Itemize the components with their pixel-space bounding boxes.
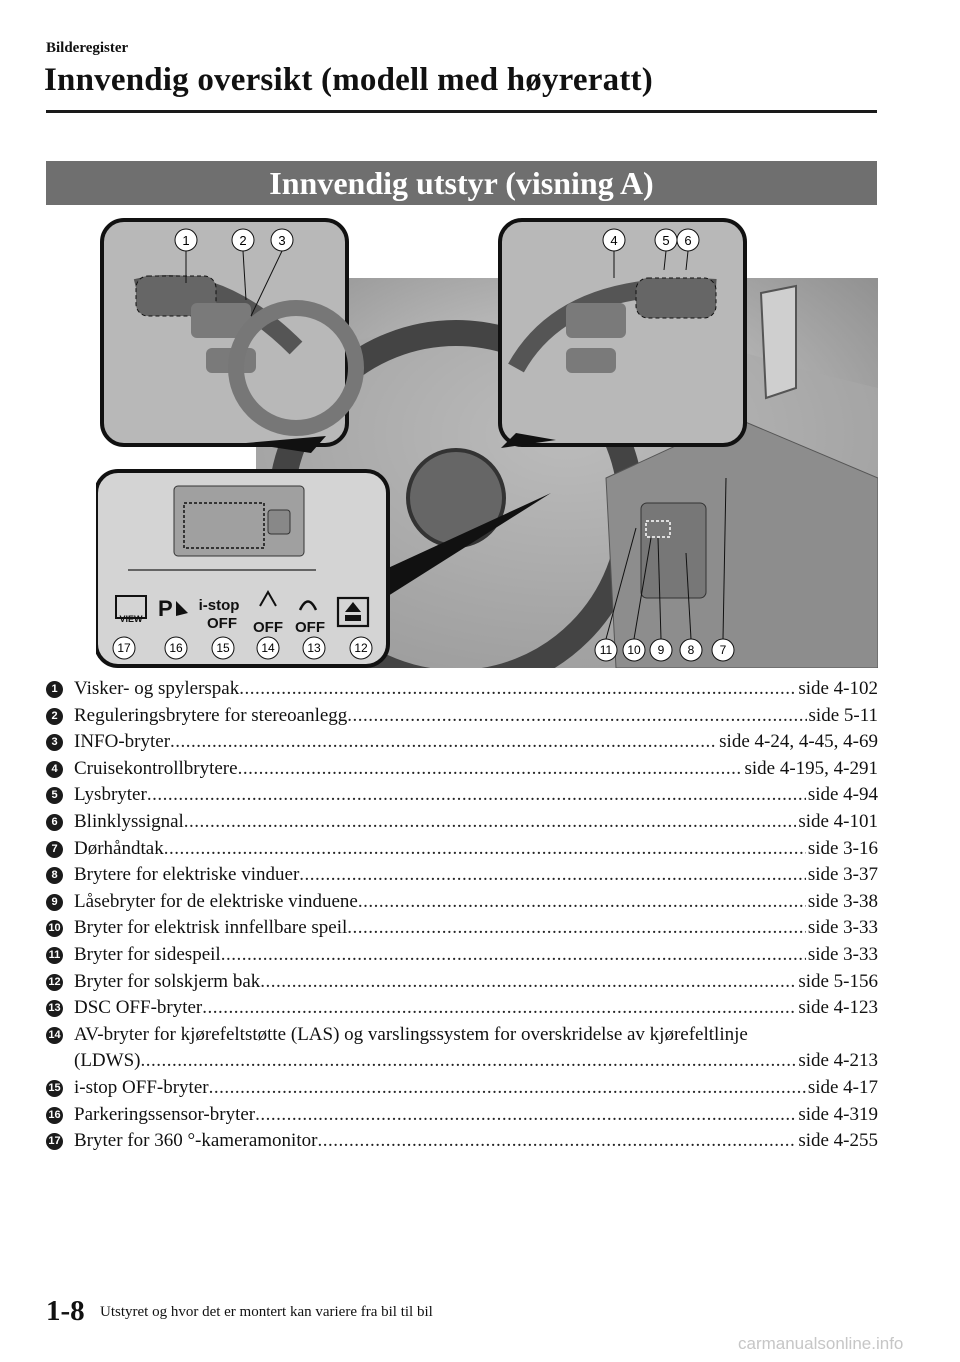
list-item [46, 1102, 878, 1129]
item-page-ref[interactable]: side 3-37 [807, 864, 878, 886]
callout-17: 17 [117, 641, 131, 655]
callout-1: 1 [182, 233, 190, 248]
inset-steering-right [500, 220, 745, 448]
callout-6: 6 [684, 233, 692, 248]
list-item [46, 889, 878, 916]
item-index-list [46, 676, 878, 1155]
footer-note: Utstyret og hvor det er montert kan variere fra bil til bil [100, 1304, 433, 1320]
item-number: 9 [46, 894, 63, 911]
item-page-ref[interactable]: side 4-94 [807, 784, 878, 806]
section-header: Bilderegister [46, 40, 129, 56]
item-page-ref[interactable]: side 4-123 [798, 997, 878, 1019]
item-number: 1 [46, 681, 63, 698]
item-number: 12 [46, 974, 63, 991]
item-label: Blinklyssignal [74, 810, 184, 832]
item-page-ref[interactable]: side 4-101 [798, 810, 878, 832]
list-item [46, 969, 878, 996]
page-number: 1-8 [46, 1295, 85, 1327]
item-number: 16 [46, 1107, 63, 1124]
item-label: Lysbryter [74, 784, 147, 806]
item-number: 17 [46, 1133, 63, 1150]
item-number: 2 [46, 708, 63, 725]
callout-5: 5 [662, 233, 670, 248]
list-item [46, 703, 878, 730]
item-number: 15 [46, 1080, 63, 1097]
list-item [46, 729, 878, 756]
item-label: Bryter for solskjerm bak [74, 970, 261, 992]
item-label: Låsebryter for de elektriske vinduene [74, 890, 358, 912]
inset-steering-left [102, 220, 356, 453]
item-label: AV-bryter for kjørefeltstøtte (LAS) og varslingssystem for overskridelse av kjørefeltlinje [74, 1023, 748, 1045]
item-label: Reguleringsbrytere for stereoanlegg [74, 704, 348, 726]
list-item [46, 915, 878, 942]
callout-13: 13 [307, 641, 321, 655]
item-label: Dørhåndtak [74, 837, 164, 859]
item-number: 14 [46, 1027, 63, 1044]
item-page-ref[interactable]: side 4-213 [798, 1050, 878, 1072]
watermark: carmanualsonline.info [738, 1334, 904, 1353]
item-label: Visker- og spylerspak [74, 678, 240, 699]
list-item [46, 1128, 878, 1155]
item-page-ref[interactable]: side 4-17 [807, 1076, 878, 1098]
item-page-ref[interactable]: side 3-38 [807, 890, 878, 912]
callout-12: 12 [354, 641, 368, 655]
item-page-ref[interactable]: side 5-156 [798, 970, 878, 992]
list-item-continuation [46, 1048, 878, 1075]
item-page-ref[interactable]: side 5-11 [808, 704, 878, 726]
item-label-continued: (LDWS) [74, 1050, 141, 1072]
interior-illustration [96, 218, 878, 668]
callout-4: 4 [610, 233, 618, 248]
list-item [46, 862, 878, 889]
callout-9: 9 [657, 643, 665, 657]
item-number: 3 [46, 734, 63, 751]
callout-8: 8 [687, 643, 695, 657]
item-label: Brytere for elektriske vinduer [74, 864, 300, 886]
istop-label: i-stop [198, 597, 240, 614]
view-label: VIEW [119, 614, 143, 624]
item-number: 5 [46, 787, 63, 804]
item-page-ref[interactable]: side 3-33 [807, 943, 878, 965]
item-page-ref[interactable]: side 3-16 [807, 837, 878, 859]
item-page-ref[interactable]: side 4-24, 4-45, 4-69 [719, 731, 878, 753]
list-item [46, 995, 878, 1022]
callout-11: 11 [599, 643, 613, 657]
list-item [46, 676, 878, 703]
item-number: 8 [46, 867, 63, 884]
item-label: Bryter for elektrisk innfellbare speil [74, 917, 348, 939]
item-number: 13 [46, 1000, 63, 1017]
item-number: 7 [46, 841, 63, 858]
list-item [46, 942, 878, 969]
item-number: 10 [46, 920, 63, 937]
list-item [46, 756, 878, 783]
callout-7: 7 [719, 643, 727, 657]
callout-3: 3 [278, 233, 286, 248]
callout-16: 16 [169, 641, 183, 655]
callout-15: 15 [216, 641, 230, 655]
item-number: 4 [46, 761, 63, 778]
item-label: Bryter for 360 °-kameramonitor [74, 1130, 318, 1152]
item-page-ref[interactable]: side 4-255 [798, 1130, 878, 1152]
svg-text:P: P [158, 596, 173, 621]
door-switch-panel [641, 503, 706, 598]
page-title: Innvendig oversikt (modell med høyreratt) [44, 62, 653, 98]
item-number: 11 [46, 947, 63, 964]
item-label: INFO-bryter [74, 731, 171, 753]
list-item [46, 809, 878, 836]
item-number: 6 [46, 814, 63, 831]
list-item [46, 836, 878, 863]
list-item [46, 1022, 878, 1049]
item-page-ref[interactable]: side 4-319 [798, 1103, 878, 1125]
title-rule [46, 110, 877, 113]
item-label: i-stop OFF-bryter [74, 1076, 209, 1098]
item-page-ref[interactable]: side 3-33 [807, 917, 878, 939]
item-page-ref[interactable]: side 4-102 [798, 678, 878, 699]
istop-off-label: OFF [207, 615, 237, 632]
item-label: Cruisekontrollbrytere [74, 757, 238, 779]
callout-10: 10 [627, 643, 641, 657]
las-off-label: OFF [253, 619, 283, 636]
callout-14: 14 [261, 641, 275, 655]
item-label: Parkeringssensor-bryter [74, 1103, 256, 1125]
item-label: Bryter for sidespeil [74, 943, 221, 965]
item-page-ref[interactable]: side 4-195, 4-291 [744, 757, 878, 779]
item-label: DSC OFF-bryter [74, 997, 203, 1019]
side-mirror [761, 286, 796, 398]
list-item [46, 1075, 878, 1102]
dsc-off-label: OFF [295, 619, 325, 636]
section-banner: Innvendig utstyr (visning A) [46, 161, 877, 205]
callout-2: 2 [239, 233, 247, 248]
list-item [46, 782, 878, 809]
